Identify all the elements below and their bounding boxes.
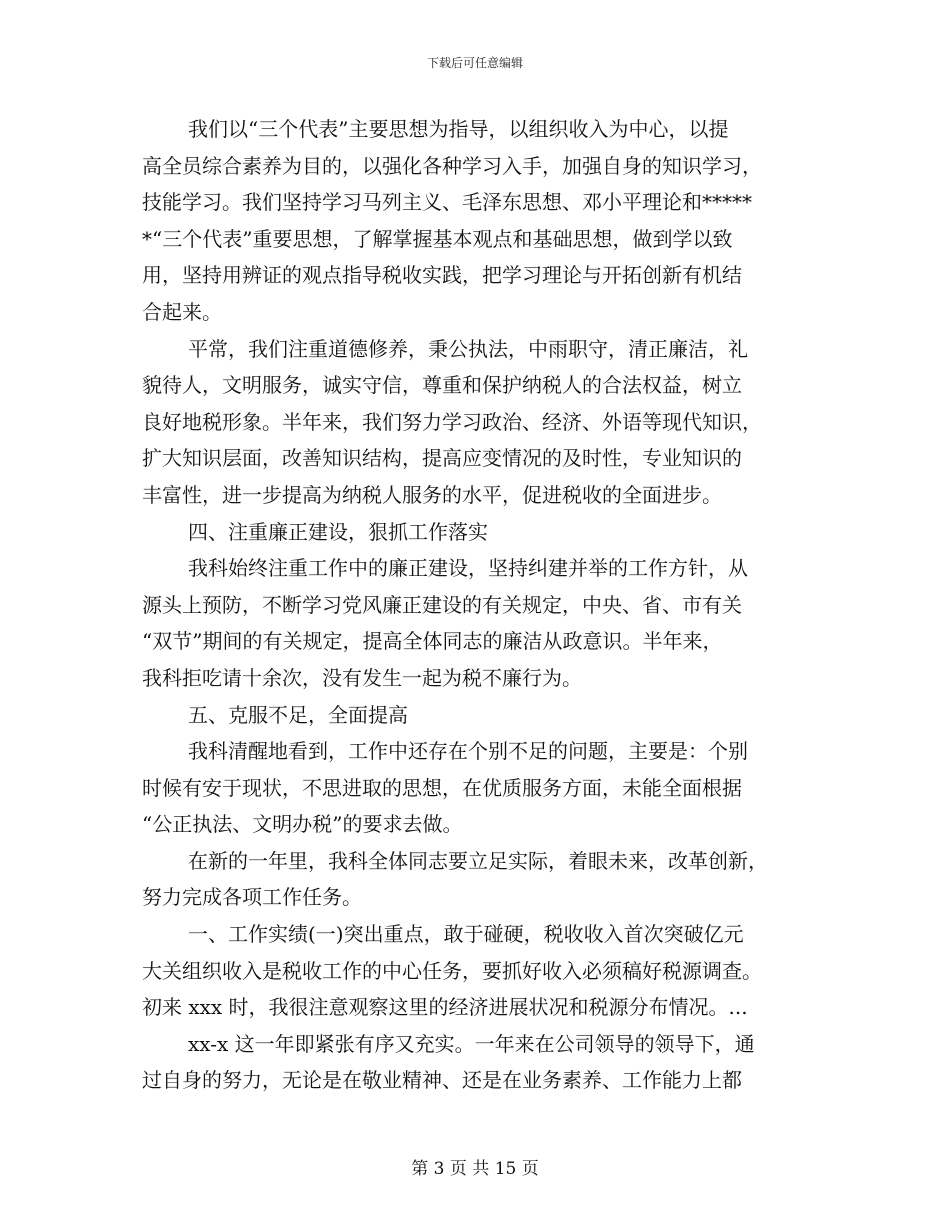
- text-line: 扩大知识层面，改善知识结构，提高应变情况的及时性，专业知识的: [142, 446, 742, 471]
- text-line: xx-x 这一年即紧张有序又充实。一年来在公司领导的领导下，通: [188, 1031, 755, 1056]
- text-line: 初来 xxx 时，我很注意观察这里的经济进展状况和税源分布情况。...: [142, 995, 748, 1020]
- text-line: 我科拒吃请十余次，没有发生一起为税不廉行为。: [142, 665, 582, 690]
- text-line: 在新的一年里，我科全体同志要立足实际，着眼未来，改革创新，: [188, 848, 768, 873]
- text-line: 平常，我们注重道德修养，秉公执法，中雨职守，清正廉洁，礼: [188, 336, 748, 361]
- text-line: 我们以“三个代表”主要思想为指导，以组织收入为中心，以提: [188, 117, 729, 141]
- text-line: 努力完成各项工作任务。: [142, 885, 362, 910]
- text-line: 我科清醒地看到，工作中还存在个别不足的问题，主要是：个别: [188, 739, 748, 764]
- text-line: 大关组织收入是税收工作的中心任务，要抓好收入必须稿好税源调查。: [142, 958, 762, 983]
- text-line: 我科始终注重工作中的廉正建设，坚持纠建并举的工作方针，从: [188, 556, 748, 581]
- text-line: 时候有安于现状，不思进取的思想，在优质服务方面，未能全面根据: [142, 775, 742, 800]
- text-line: 技能学习。我们坚持学习马列主义、毛泽东思想、邓小平理论和*****: [142, 190, 752, 215]
- text-line: “公正执法、文明办税”的要求去做。: [142, 812, 463, 837]
- page-header: 下载后可任意编辑: [426, 56, 523, 70]
- text-line: 丰富性，进一步提高为纳税人服务的水平，促进税收的全面进步。: [142, 482, 722, 507]
- document-body: [142, 111, 810, 1099]
- text-line: 貌待人，文明服务，诚实守信，尊重和保护纳税人的合法权益，树立: [142, 373, 742, 398]
- section-heading: 四、注重廉正建设，狠抓工作落实: [188, 519, 488, 544]
- text-line: 源头上预防，不断学习党风廉正建设的有关规定，中央、省、市有关: [142, 592, 742, 617]
- section-heading: 五、克服不足，全面提高: [188, 702, 408, 727]
- page-number-footer: 第 3 页 共 15 页: [411, 1159, 539, 1179]
- text-line: “双节”期间的有关规定，提高全体同志的廉洁从政意识。半年来，: [142, 629, 723, 654]
- text-line: 用，坚持用辨证的观点指导税收实践，把学习理论与开拓创新有机结: [142, 263, 742, 288]
- text-line: 一、工作实绩(一)突出重点，敢于碰硬，税收收入首次突破亿元: [188, 922, 744, 947]
- text-line: 合起来。: [142, 299, 222, 324]
- text-line: 过自身的努力，无论是在敬业精神、还是在业务素养、工作能力上都: [142, 1068, 742, 1093]
- text-line: 高全员综合素养为目的，以强化各种学习入手，加强自身的知识学习，: [142, 153, 762, 178]
- text-line: *“三个代表”重要思想，了解掌握基本观点和基础思想，做到学以致: [142, 226, 733, 251]
- text-line: 良好地税形象。半年来，我们努力学习政治、经济、外语等现代知识，: [142, 409, 762, 434]
